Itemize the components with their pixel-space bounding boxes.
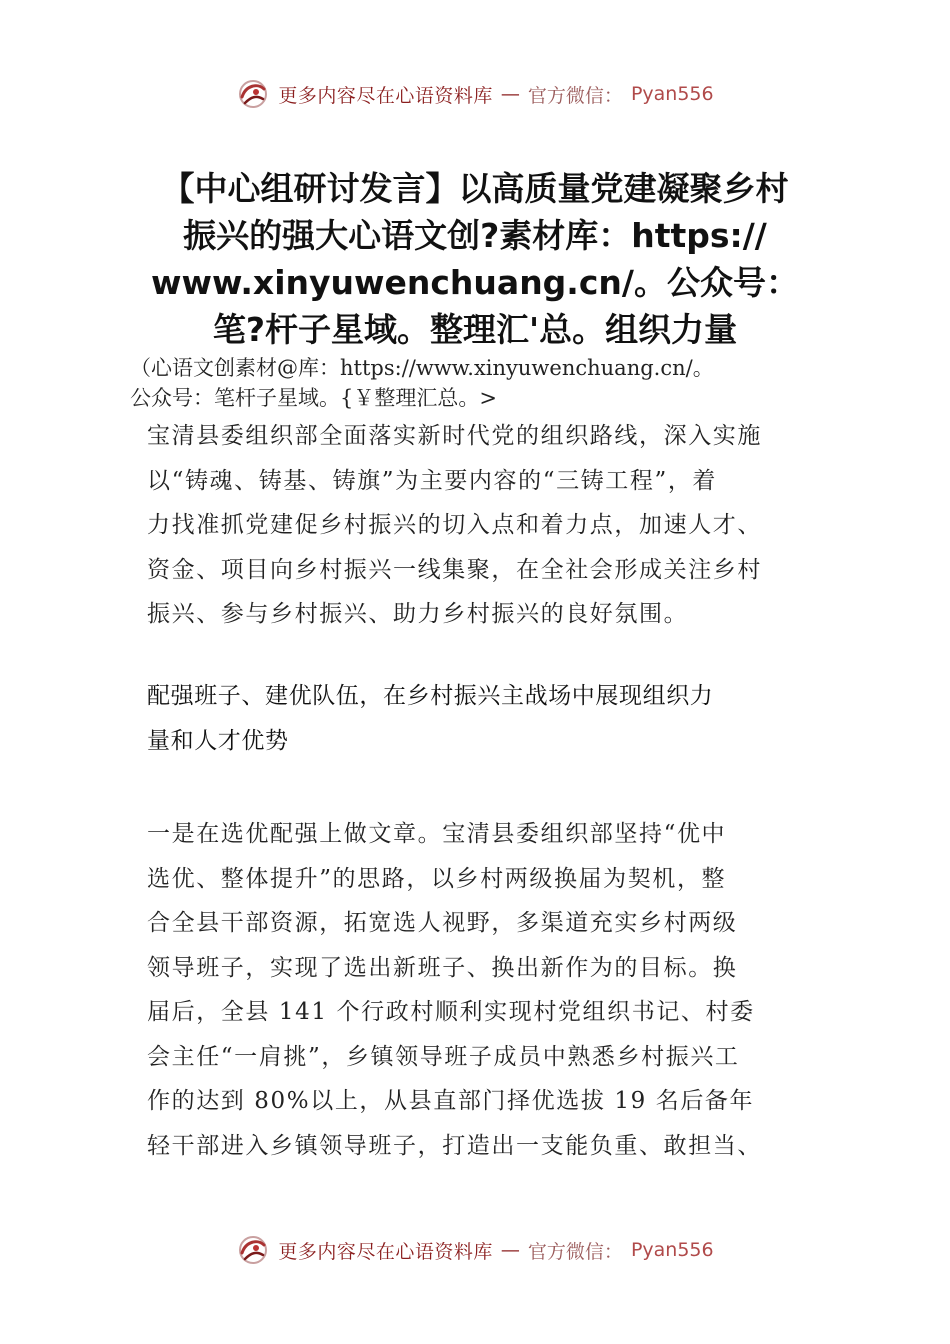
footer-watermark-banner <box>0 1228 950 1272</box>
banner-separator: — <box>500 83 520 105</box>
paragraph-line: 轻干部进入乡镇领导班子，打造出一支能负重、敢担当、 <box>147 1132 762 1159</box>
header-watermark-banner <box>0 72 950 116</box>
paragraph-line: 资金、项目向乡村振兴一线集聚，在全社会形成关注乡村 <box>147 556 762 583</box>
intro-paragraph <box>147 414 827 637</box>
banner-separator: — <box>500 1239 520 1261</box>
banner-wechat-id: Pyan556 <box>630 1239 714 1261</box>
paragraph-line: 作的达到 80%以上，从县直部门择优选拔 19 名后备年 <box>147 1088 755 1114</box>
brush-swirl-logo-icon <box>236 1233 270 1267</box>
note-line: 公众号：笔杆子星域。{￥整理汇总。> <box>130 386 497 410</box>
paragraph-line: 力找准抓党建促乡村振兴的切入点和着力点，加速人才、 <box>147 512 762 538</box>
brush-swirl-logo-icon <box>236 77 270 111</box>
banner-text: 更多内容尽在心语资料库 <box>278 84 493 107</box>
paragraph-line: 以“铸魂、铸基、铸旗”为主要内容的“三铸工程”，着 <box>147 467 718 494</box>
paragraph-line: 选优、整体提升”的思路，以乡村两级换届为契机，整 <box>147 865 727 892</box>
title-line: 笔?杆子星域。整理汇'总。组织力量 <box>212 310 738 349</box>
body-paragraph <box>147 812 827 1168</box>
title-line: 振兴的强大心语文创?素材库：https:// <box>183 216 767 255</box>
banner-wechat-label: 官方微信： <box>527 84 623 107</box>
paragraph-line: 会主任“一肩挑”，乡镇领导班子成员中熟悉乡村振兴工 <box>147 1043 740 1070</box>
paragraph-line: 宝清县委组织部全面落实新时代党的组织路线，深入实施 <box>147 423 762 449</box>
source-note <box>130 353 850 413</box>
document-title <box>110 165 840 353</box>
banner-text: 更多内容尽在心语资料库 <box>278 1240 493 1263</box>
section-heading <box>147 674 827 764</box>
paragraph-line: 合全县干部资源，拓宽选人视野，多渠道充实乡村两级 <box>147 910 738 936</box>
banner-wechat-label: 官方微信： <box>527 1240 623 1263</box>
paragraph-line: 领导班子，实现了选出新班子、换出新作为的目标。换 <box>147 954 738 981</box>
banner-wechat-id: Pyan556 <box>630 83 714 105</box>
paragraph-line: 一是在选优配强上做文章。宝清县委组织部坚持“优中 <box>147 821 727 847</box>
note-line: （心语文创素材@库：https://www.xinyuwenchuang.cn/。 <box>130 356 714 380</box>
heading-line: 配强班子、建优队伍，在乡村振兴主战场中展现组织力 <box>147 683 714 709</box>
title-line: 【中心组研讨发言】以高质量党建凝聚乡村 <box>161 169 789 208</box>
paragraph-line: 振兴、参与乡村振兴、助力乡村振兴的良好氛围。 <box>147 601 689 627</box>
paragraph-line: 届后，全县 141 个行政村顺利实现村党组织书记、村委 <box>147 999 755 1025</box>
title-line: www.xinyuwenchuang.cn/。公众号： <box>151 263 799 302</box>
heading-line: 量和人才优势 <box>147 728 289 754</box>
